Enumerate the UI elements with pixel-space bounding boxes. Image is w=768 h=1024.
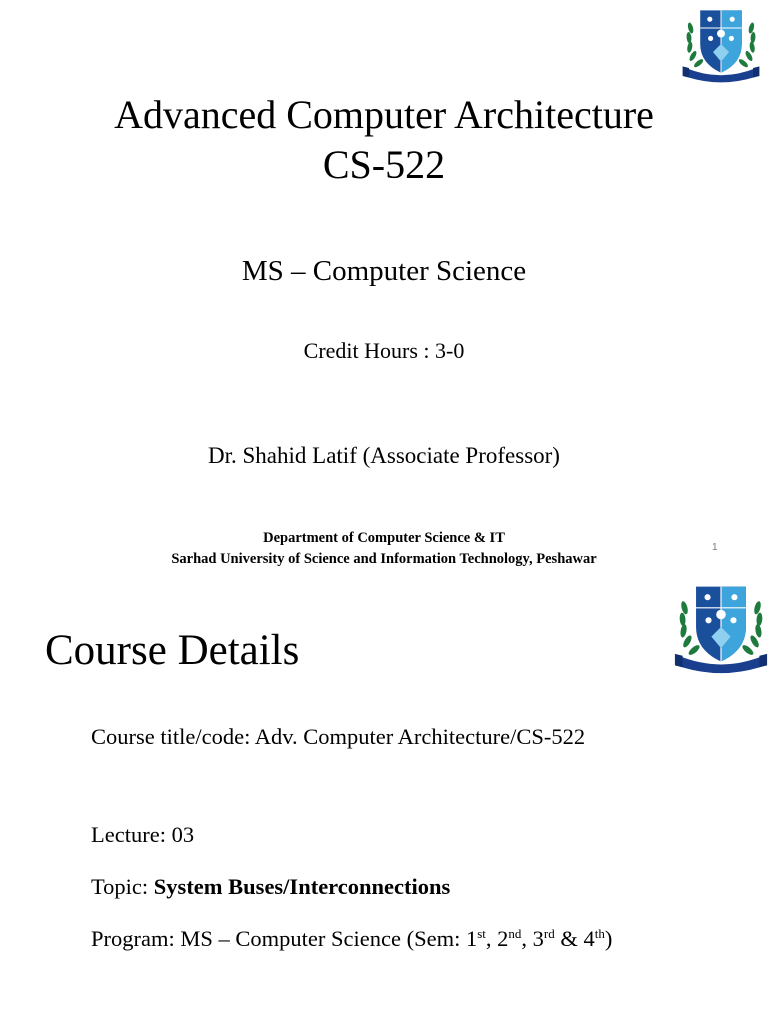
- department-name: Department of Computer Science & IT: [263, 530, 505, 546]
- sem-separator: , 3: [521, 926, 544, 951]
- sem-separator: & 4: [554, 926, 595, 951]
- page-number: 1: [712, 542, 718, 553]
- program-prefix: Program: MS – Computer Science (Sem: 1: [91, 926, 478, 951]
- course-title-code: Course title/code: Adv. Computer Architecture/CS-522: [91, 724, 586, 749]
- course-code: CS-522: [322, 142, 446, 187]
- sem-1-suffix: st: [477, 926, 486, 941]
- program-name: MS – Computer Science: [241, 255, 527, 287]
- topic-value: System Buses/Interconnections: [153, 874, 451, 899]
- program-line: [91, 926, 612, 952]
- credit-hours: Credit Hours : 3-0: [303, 338, 465, 363]
- sem-2-suffix: nd: [508, 926, 522, 941]
- university-crest-icon: [673, 578, 768, 676]
- sem-3-suffix: rd: [543, 926, 555, 941]
- topic-label: Topic:: [91, 874, 154, 899]
- lecture-number: Lecture: 03: [91, 822, 195, 847]
- course-title: Advanced Computer Architecture: [114, 92, 654, 137]
- topic-line: [91, 874, 450, 900]
- sem-separator: , 2: [485, 926, 509, 951]
- instructor-name: Dr. Shahid Latif (Associate Professor): [208, 443, 560, 468]
- university-name: Sarhad University of Science and Information Technology, Peshawar: [171, 551, 597, 567]
- sem-4-suffix: th: [594, 926, 605, 941]
- slide-heading: Course Details: [45, 627, 300, 674]
- program-close: ): [604, 926, 613, 951]
- course-details-slide: [0, 572, 768, 1024]
- university-crest-icon: [673, 4, 768, 84]
